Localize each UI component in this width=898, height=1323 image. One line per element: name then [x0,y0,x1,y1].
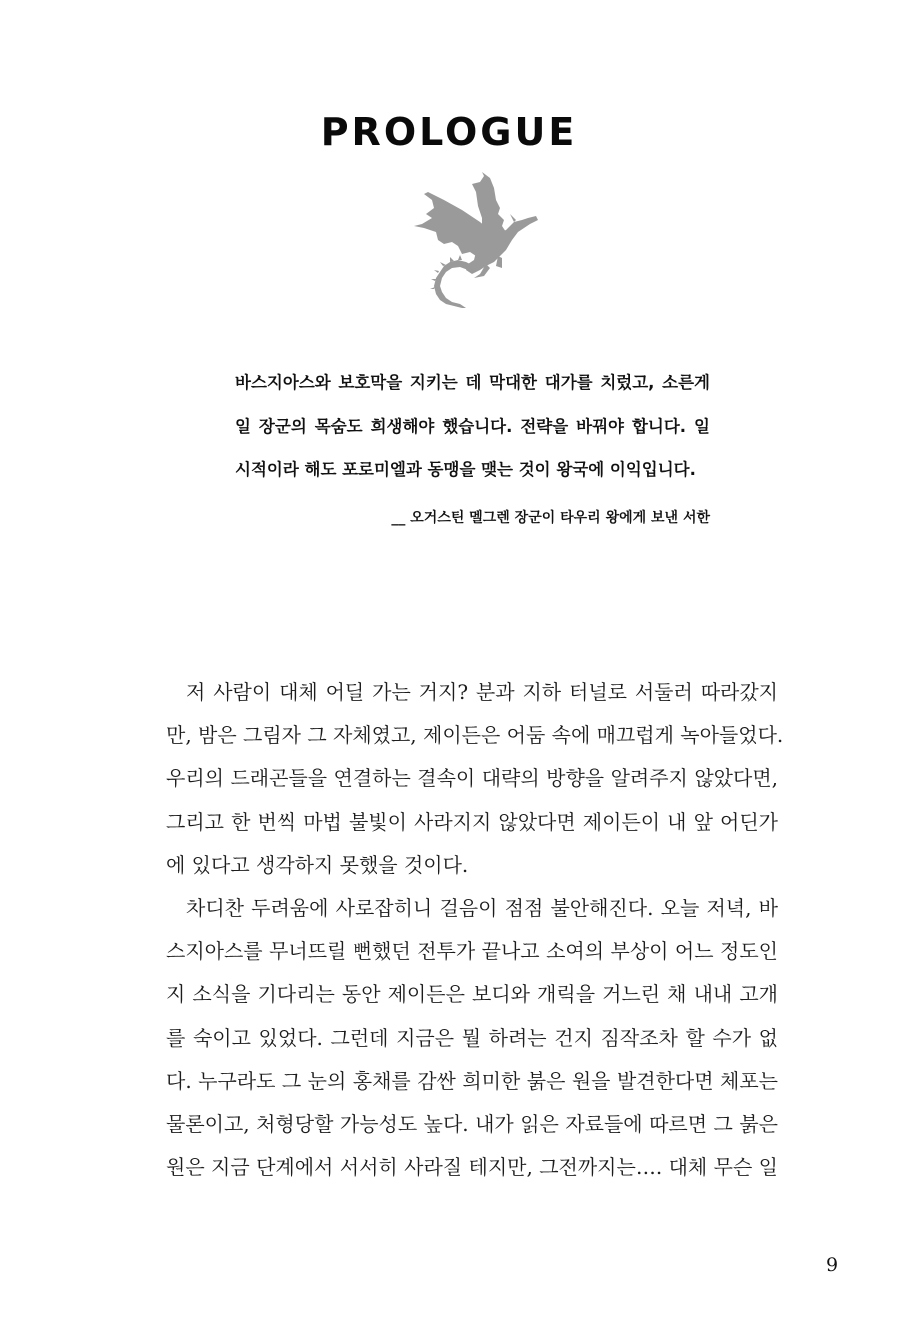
body-line: 스지아스를 무너뜨릴 뻔했던 전투가 끝나고 소여의 부상이 어느 정도인 [166,939,778,964]
body-line: 저 사람이 대체 어딜 가는 거지? 분과 지하 터널로 서둘러 따라갔지 [186,680,778,704]
epigraph-line: 바스지아스와 보호막을 지키는 데 막대한 대가를 치렀고, 소른게 [235,373,710,392]
body-line: 그리고 한 번씩 마법 불빛이 사라지지 않았다면 제이든이 내 앞 어딘가 [166,809,778,834]
body-line: 에 있다고 생각하지 못했을 것이다. [166,852,469,877]
body-line: 다. 누구라도 그 눈의 홍채를 감싼 희미한 붉은 원을 발견한다면 체포는 [166,1068,778,1093]
chapter-title: PROLOGUE [320,110,578,154]
body-line: 지 소식을 기다리는 동안 제이든은 보디와 개릭을 거느린 채 내내 고개 [166,982,778,1007]
epigraph-attribution: __ 오거스틴 멜그렌 장군이 타우리 왕에게 보낸 서한 [391,510,710,526]
body-line: 우리의 드래곤들을 연결하는 결속이 대략의 방향을 알려주지 않았다면, [166,766,778,791]
body-text [166,676,784,1194]
epigraph-line: 일 장군의 목숨도 희생해야 했습니다. 전략을 바꿔야 합니다. 일 [235,416,710,436]
epigraph-line: 시적이라 해도 포로미엘과 동맹을 맺는 것이 왕국에 이익입니다. [235,460,696,479]
body-line: 를 숙이고 있었다. 그런데 지금은 뭘 하려는 건지 짐작조차 할 수가 없 [166,1025,778,1050]
page-number: 9 [826,1254,839,1276]
epigraph [235,368,710,499]
dragon-icon [410,170,540,310]
body-line: 차디찬 두려움에 사로잡히니 걸음이 점점 불안해진다. 오늘 저녁, 바 [186,895,778,920]
body-line: 만, 밤은 그림자 그 자체였고, 제이든은 어둠 속에 매끄럽게 녹아들었다. [166,723,784,748]
body-line: 물론이고, 처형당할 가능성도 높다. 내가 읽은 자료들에 따르면 그 붉은 [166,1111,778,1136]
body-line: 원은 지금 단계에서 서서히 사라질 테지만, 그전까지는…. 대체 무슨 일 [166,1155,778,1180]
